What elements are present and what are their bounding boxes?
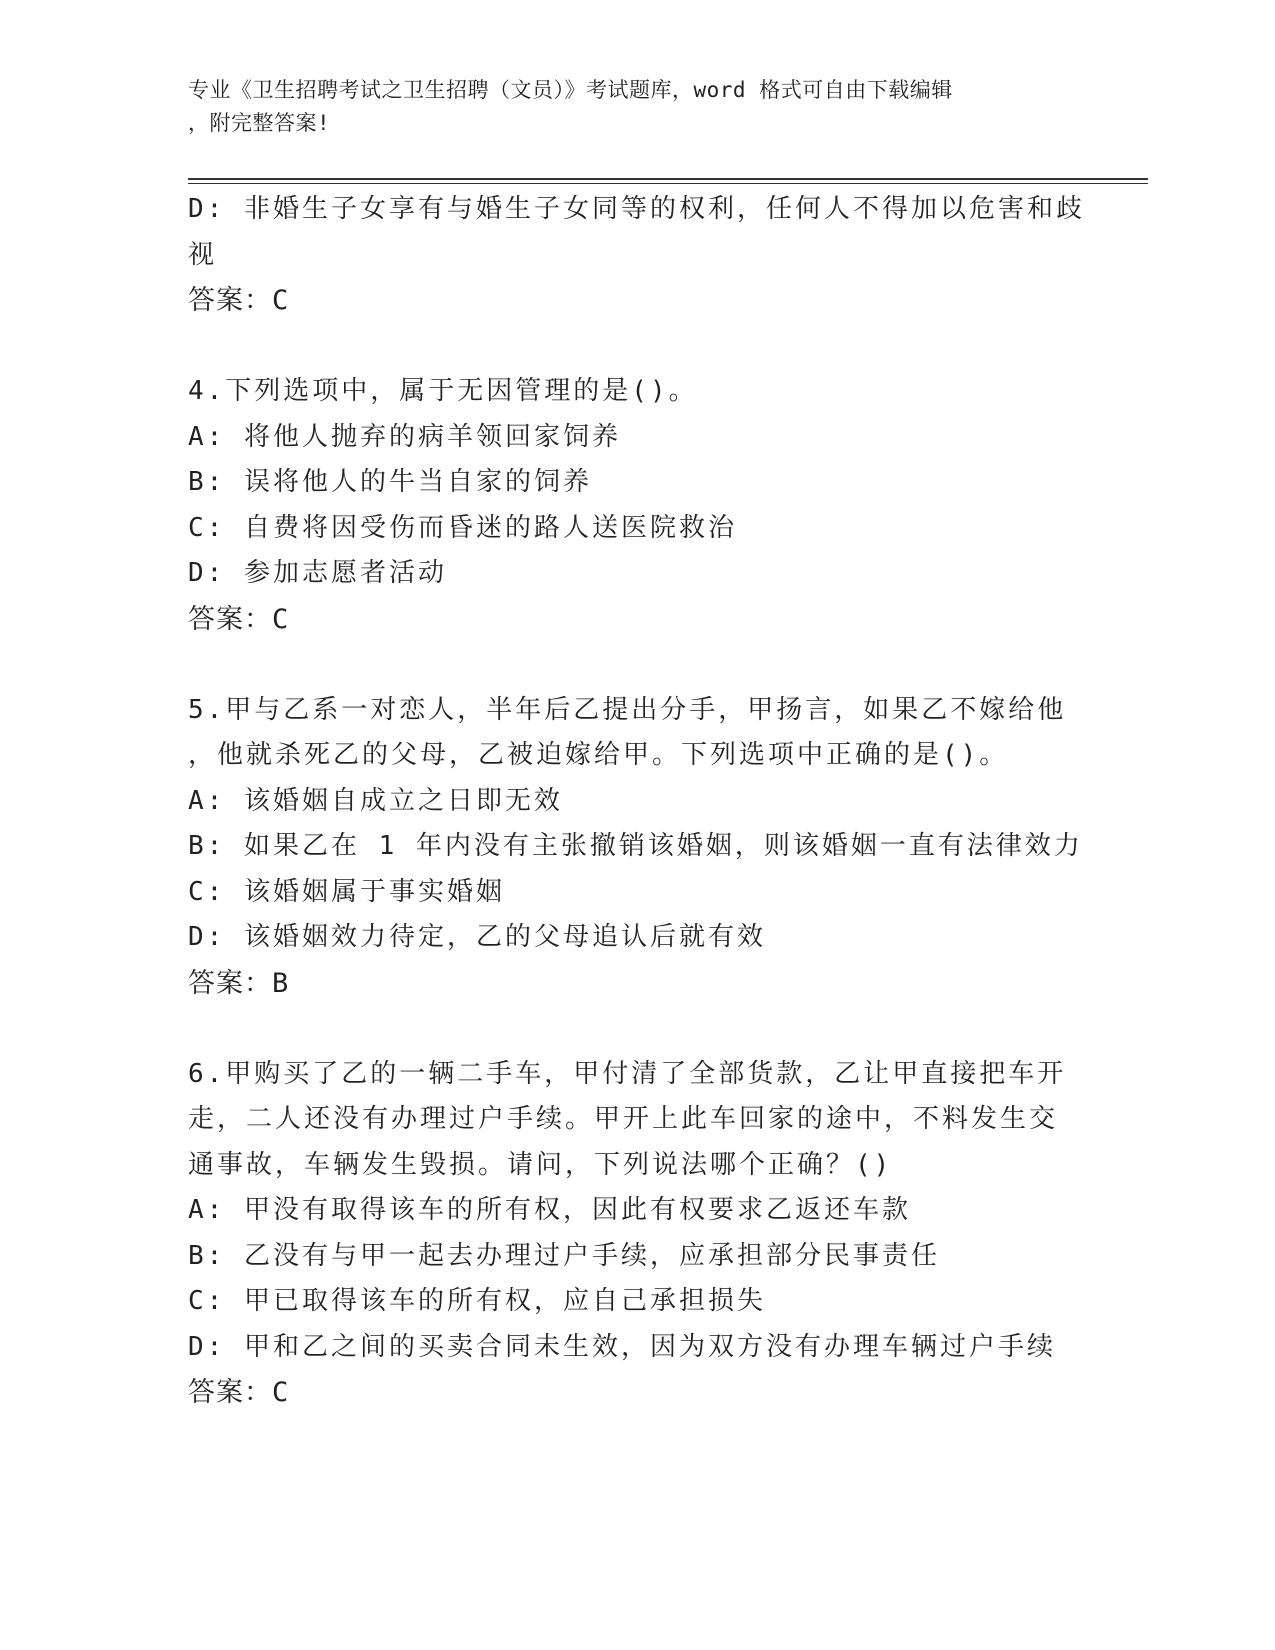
question-4 [188, 369, 1088, 643]
option-b: B: 误将他人的牛当自家的饲养 [188, 467, 592, 497]
answer-line: 答案：C [188, 1377, 290, 1408]
option-d: D: 该婚姻效力待定，乙的父母追认后就有效 [188, 922, 766, 952]
option-c: C: 自费将因受伤而昏迷的路人送医院救治 [188, 512, 737, 543]
option-b: B: 如果乙在 1 年内没有主张撤销该婚姻，则该婚姻一直有法律效力 [188, 831, 1083, 861]
question-stem: 6.甲购买了乙的一辆二手车，甲付清了全部货款，乙让甲直接把车开 [188, 1058, 1067, 1089]
spacer [188, 643, 1088, 688]
option-d: D: 甲和乙之间的买卖合同未生效，因为双方没有办理车辆过户手续 [188, 1331, 1056, 1362]
option-c: C: 甲已取得该车的所有权，应自己承担损失 [188, 1286, 766, 1316]
header-line-2: ，附完整答案! [188, 111, 331, 135]
answer-line: 答案：B [188, 967, 290, 999]
spacer [188, 324, 1088, 369]
option-a: A: 将他人抛弃的病羊领回家饲养 [188, 421, 621, 452]
document-header [188, 74, 1088, 140]
question-stem-continuation: 通事故，车辆发生毁损。请问，下列说法哪个正确？() [188, 1149, 893, 1180]
option-d: D: 非婚生子女享有与婚生子女同等的权利，任何人不得加以危害和歧 [188, 194, 1085, 224]
answer-line: 答案：C [188, 603, 290, 635]
previous-question-tail [188, 187, 1088, 324]
option-d: D: 参加志愿者活动 [188, 558, 447, 588]
question-stem: 5.甲与乙系一对恋人，半年后乙提出分手，甲扬言，如果乙不嫁给他 [188, 694, 1067, 725]
question-stem-continuation: ，他就杀死乙的父母，乙被迫嫁给甲。下列选项中正确的是()。 [188, 740, 1009, 770]
question-6 [188, 1052, 1088, 1417]
option-a: A: 甲没有取得该车的所有权，因此有权要求乙返还车款 [188, 1195, 911, 1225]
option-c: C: 该婚姻属于事实婚姻 [188, 876, 505, 907]
question-stem: 4.下列选项中，属于无因管理的是()。 [188, 376, 698, 406]
option-b: B: 乙没有与甲一起去办理过户手续，应承担部分民事责任 [188, 1240, 940, 1271]
answer-line: 答案：C [188, 285, 290, 316]
question-stem-continuation: 走，二人还没有办理过户手续。甲开上此车回家的途中，不料发生交 [188, 1104, 1059, 1134]
question-5 [188, 688, 1088, 1007]
header-divider-thick [188, 178, 1148, 180]
header-divider-thin [188, 183, 1148, 184]
header-line-1: 专业《卫生招聘考试之卫生招聘（文员）》考试题库，word 格式可自由下载编辑 [188, 78, 953, 102]
option-d-continuation: 视 [188, 239, 218, 270]
question-list [188, 187, 1088, 1416]
option-a: A: 该婚姻自成立之日即无效 [188, 785, 563, 816]
spacer [188, 1007, 1088, 1052]
